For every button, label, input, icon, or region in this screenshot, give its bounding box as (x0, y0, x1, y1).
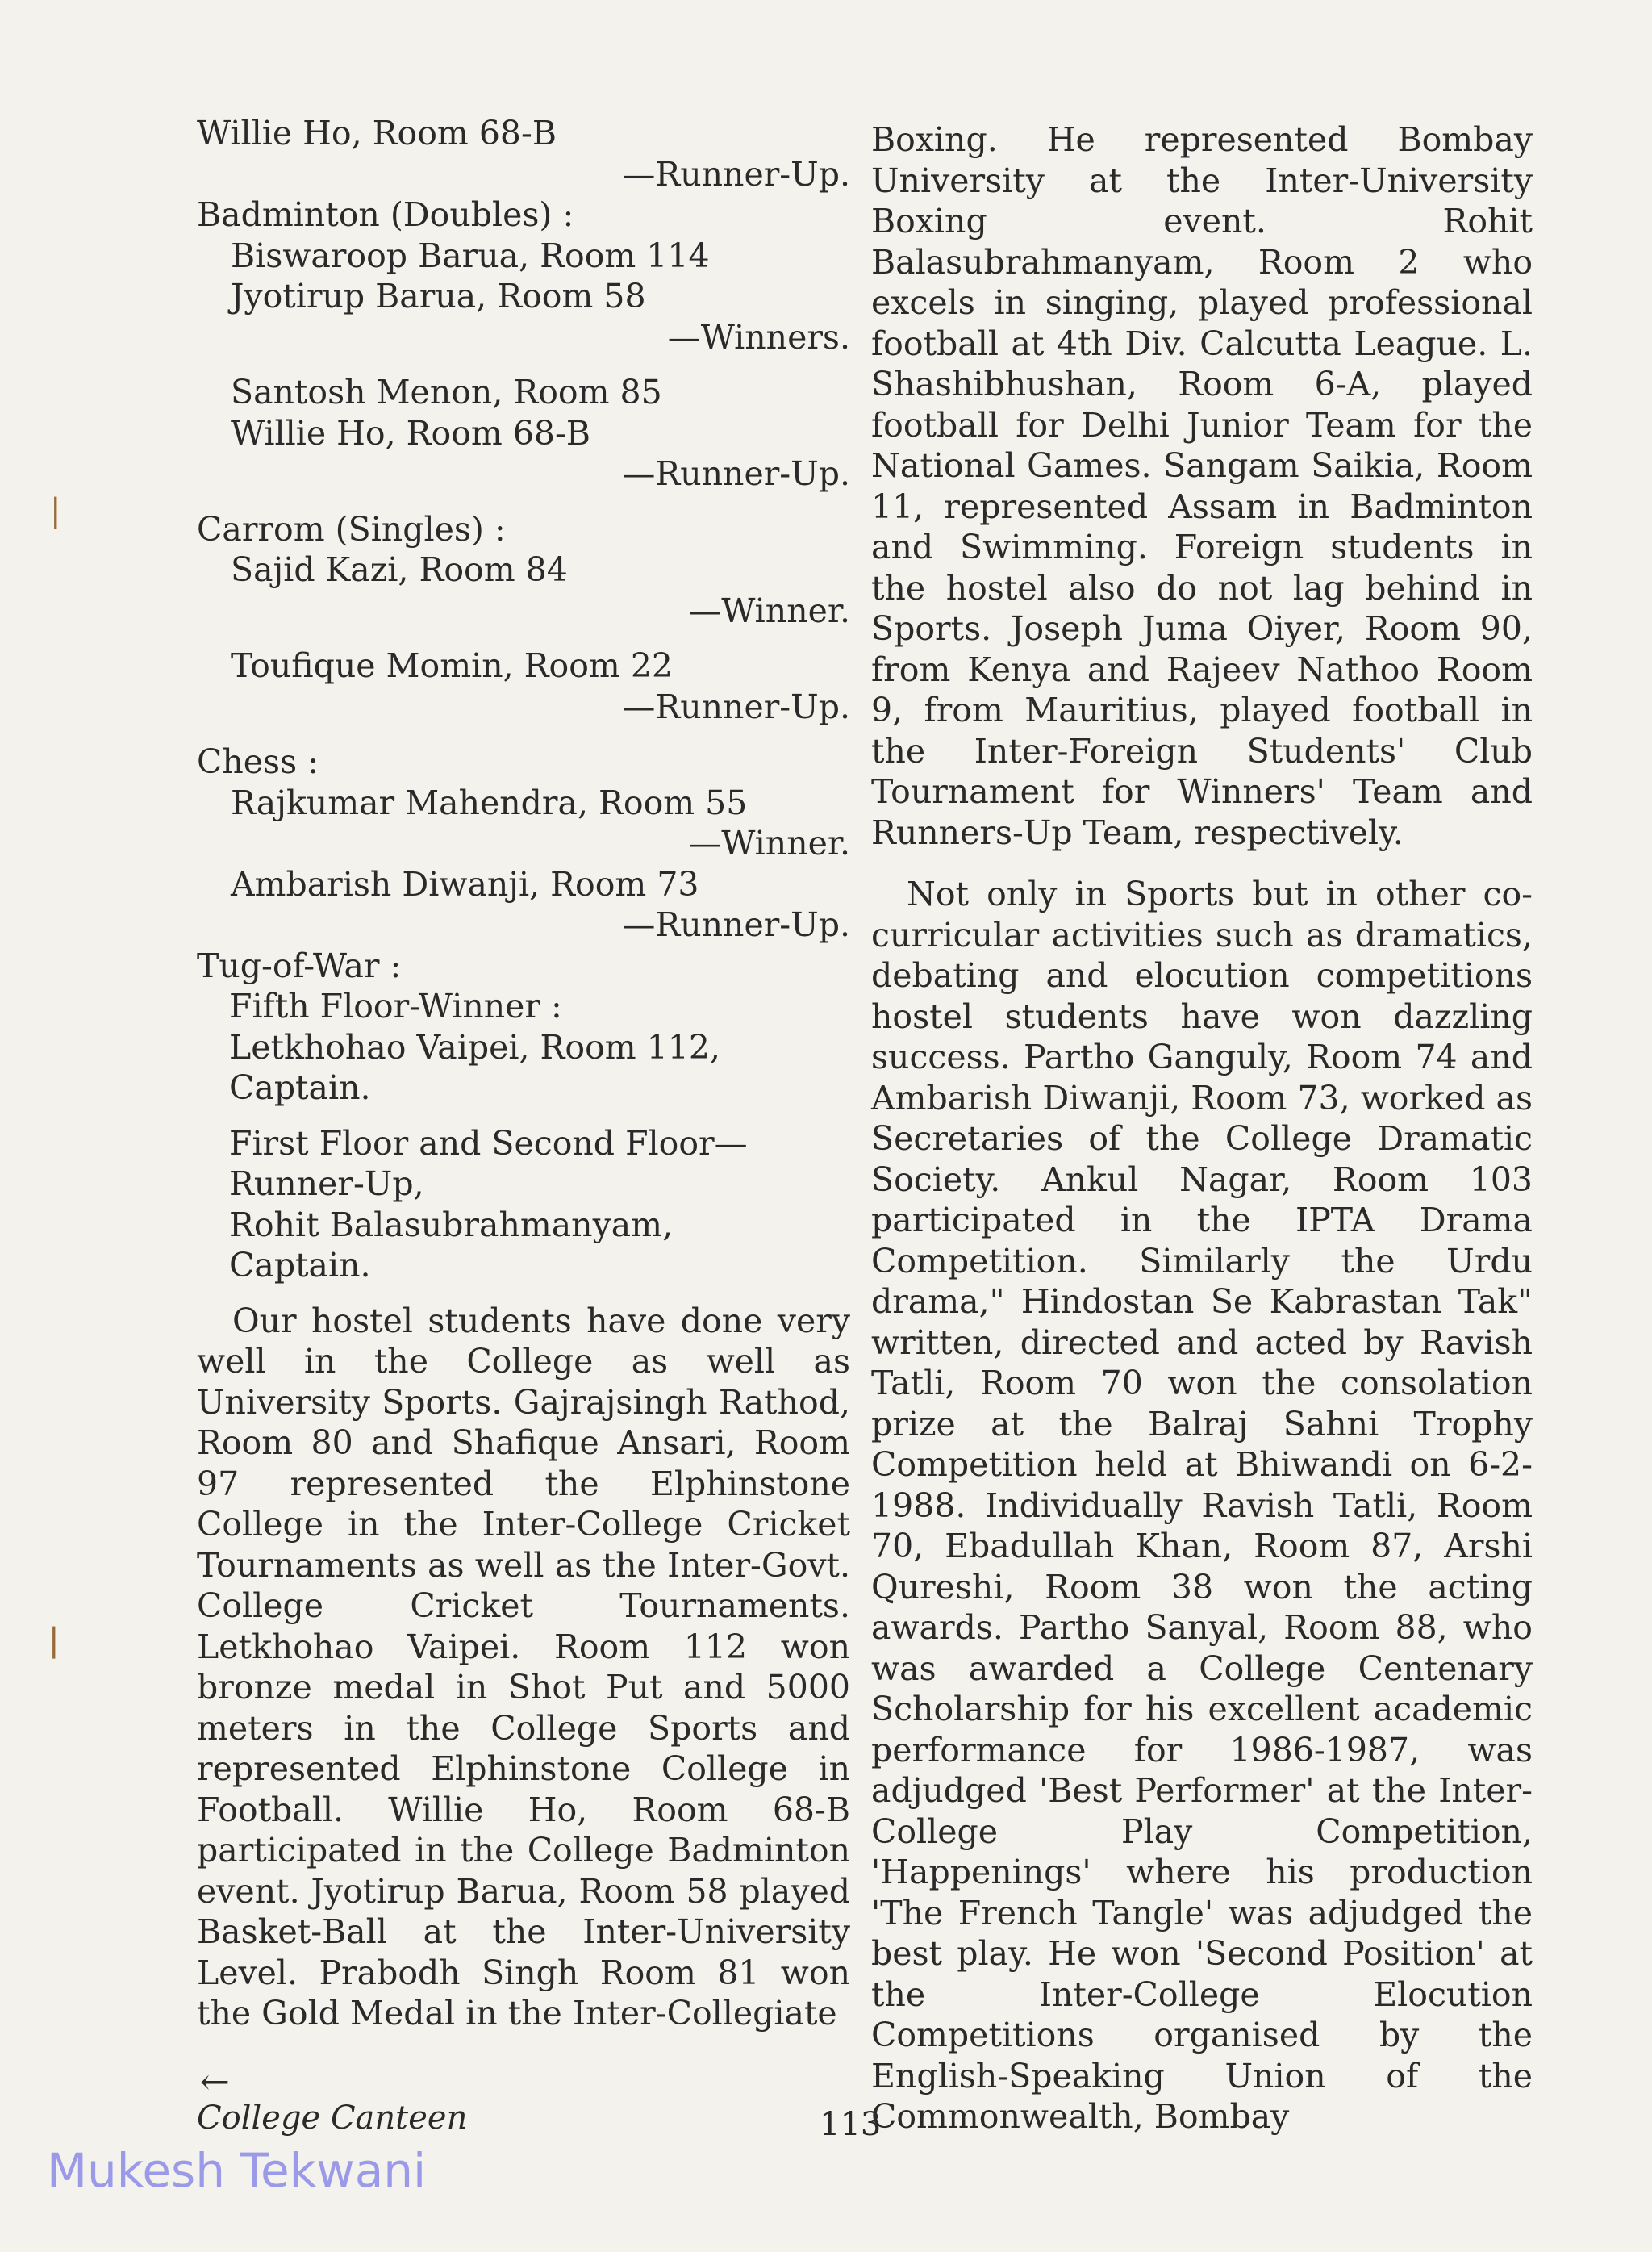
back-arrow-icon: ← (200, 2062, 230, 2103)
right-paragraph-2: Not only in Sports but in other co-curricular activities such as dramatics, debating and elocution competitions hostel students have won dazzling success. Partho Ganguly, Room 74 and Ambarish Diwanji, Room 73, worked as Secretaries of the College Dramatic Society. Ankul Nagar, Room 103 participated in the IPTA Drama Competition. Similarly the Urdu drama," Hindostan Se Kabrastan Tak" written, directed and acted by Ravish Tatli, Room 70 won the consolation prize at the Balraj Sahni Trophy Competition held at Bhiwandi on 6-2-1988. Individually Ravish Tatli, Room 70, Ebadullah Khan, Room 87, Arshi Qureshi, Room 38 won the acting awards. Partho Sanyal, Room 88, who was awarded a College Centenary Scholarship for his excellent academic performance for 1986-1987, was adjudged 'Best Performer' at the Inter-College Play Competition, 'Happenings' where his production 'The French Tangle' was adjudged the best play. He won 'Second Position' at the Inter-College Elocution Competitions organised by the English-Speaking Union of the Commonwealth, Bombay (871, 875, 1533, 2136)
results-line: Ambarish Diwanji, Room 73 (231, 864, 699, 904)
line-gap (197, 631, 850, 646)
results-line: —Winner. (688, 824, 850, 863)
photo-caption: College Canteen (197, 2099, 468, 2137)
results-line: Captain. (229, 1068, 371, 1107)
results-line: Jyotirup Barua, Room 58 (231, 277, 646, 315)
results-line: —Runner-Up. (622, 905, 850, 944)
results-line: Willie Ho, Room 68-B (197, 114, 557, 153)
results-line: Rohit Balasubrahmanyam, (229, 1205, 674, 1244)
results-line: Fifth Floor-Winner : (229, 987, 562, 1026)
line-gap (197, 1286, 850, 1301)
results-line: Rajkumar Mahendra, Room 55 (231, 783, 748, 822)
line-gap (197, 727, 850, 742)
margin-mark: ❘ (42, 492, 69, 529)
page-number: 113 (820, 2106, 882, 2143)
line-gap (197, 357, 850, 372)
results-line: Runner-Up, (229, 1164, 424, 1203)
results-line: Letkhohao Vaipei, Room 112, (229, 1027, 720, 1067)
results-line: Chess : (197, 742, 319, 781)
results-line: —Runner-Up. (622, 454, 850, 493)
results-line: —Runner-Up. (622, 154, 850, 194)
results-line: —Winners. (667, 317, 850, 357)
right-column (871, 119, 1533, 2137)
paragraph-gap (871, 853, 1533, 874)
results-line: First Floor and Second Floor— (229, 1123, 748, 1163)
line-gap (197, 495, 850, 509)
right-paragraph-1: Boxing. He represented Bombay University at the Inter-University Boxing event. Rohit Balasubrahmanyam, Room 2 who excels in singing, played professional football at 4th Div. Calcutta League. L. Shashibhushan, Room 6-A, played football for Delhi Junior Team for the National Games. Sangam Saikia, Room 11, represented Assam in Badminton and Swimming. Foreign students in the hostel also do not lag behind in Sports. Joseph Juma Oiyer, Room 90, from Kenya and Rajeev Nathoo Room 9, from Mauritius, played football in the Inter-Foreign Students' Club Tournament for Winners' Team and Runners-Up Team, respectively. (871, 120, 1533, 852)
results-line: Tug-of-War : (197, 946, 402, 985)
results-line: —Runner-Up. (622, 687, 850, 726)
results-line: —Winner. (688, 591, 850, 630)
watermark: Mukesh Tekwani (47, 2143, 427, 2198)
results-line: Carrom (Singles) : (197, 509, 506, 549)
results-line: Toufique Momin, Room 22 (231, 646, 673, 685)
results-line: Sajid Kazi, Room 84 (231, 550, 568, 589)
results-line: Badminton (Doubles) : (197, 195, 574, 234)
left-column (197, 113, 850, 2034)
left-paragraph: Our hostel students have done very well in the College as well as University Sports. Gajrajsingh Rathod, Room 80 and Shafique Ansari, Room 97 represented the Elphinstone College in the Inter-College Cricket Tournaments as well as the Inter-Govt. College Cricket Tournaments. Letkhohao Vaipei. Room 112 won bronze medal in Shot Put and 5000 meters in the College Sports and represented Elphinstone College in Football. Willie Ho, Room 68-B participated in the College Badminton event. Jyotirup Barua, Room 58 played Basket-Ball at the Inter-University Level. Prabodh Singh Room 81 won the Gold Medal in the Inter-Collegiate (197, 1301, 850, 2033)
margin-mark: ❘ (40, 1622, 68, 1659)
results-line: Willie Ho, Room 68-B (231, 413, 590, 453)
results-line: Captain. (229, 1246, 371, 1285)
results-line: Biswaroop Barua, Room 114 (231, 236, 710, 275)
line-gap (197, 1109, 850, 1123)
results-line: Santosh Menon, Room 85 (231, 373, 662, 412)
